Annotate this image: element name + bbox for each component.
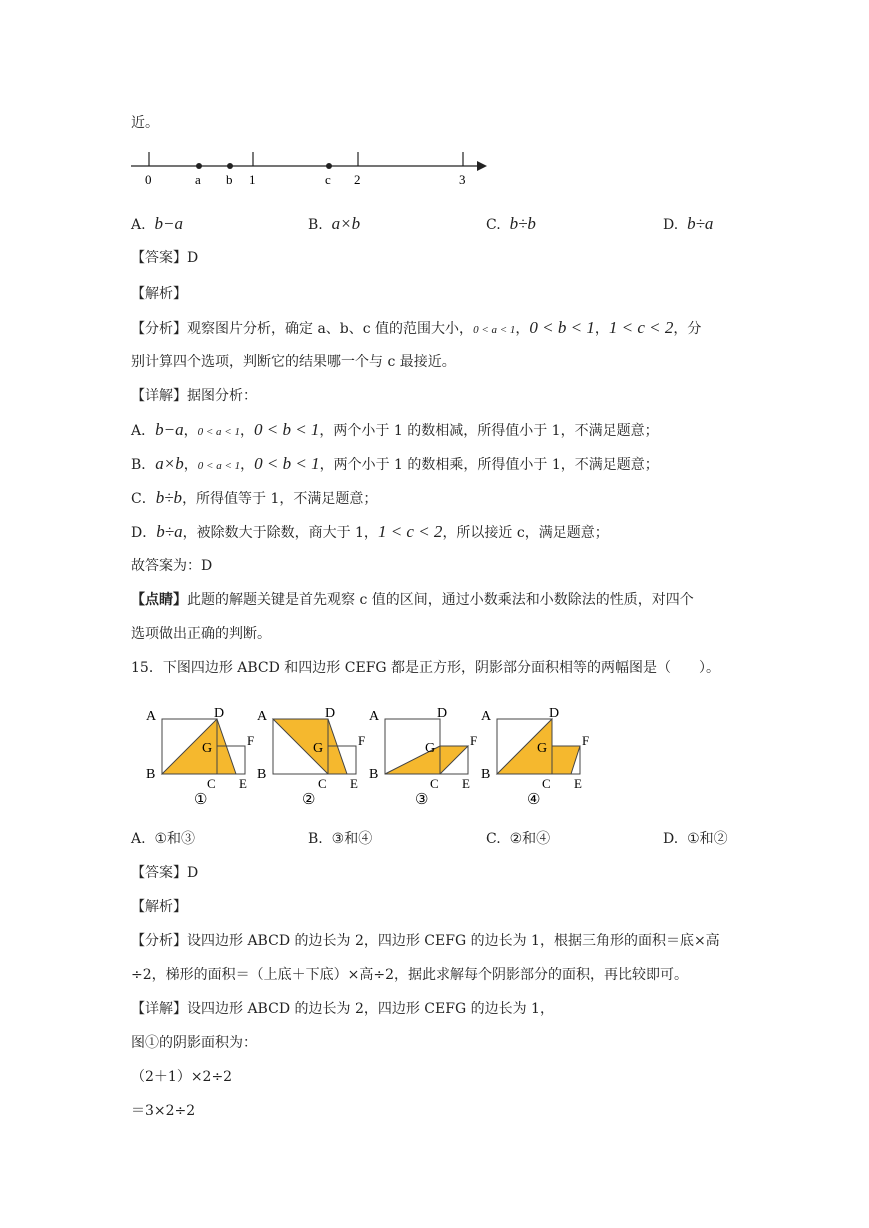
jiexi-heading: 【解析】 [131,286,187,302]
arrow-icon [477,161,487,171]
vertex-label: F [358,733,366,748]
option-letter: B. [308,831,323,847]
option-letter: C. [486,217,501,233]
tick-label: 3 [459,172,466,187]
point-a-dot [196,163,202,169]
vertex-label: G [537,741,548,756]
fenxi-line [131,931,720,951]
fenxi-line2: 别计算四个选项，判断它的结果哪一个与 c 最接近。 [131,354,456,370]
option-b [308,829,372,849]
letter: D． [131,525,157,541]
text: 设四边形 ABCD 的边长为 2，四边形 CEFG 的边长为 1，根据三角形的面积＝底×高 [187,933,720,949]
dianjing-line [131,590,694,610]
option-text: ③和④ [331,831,373,847]
text: ，两个小于 1 的数相减，所得值小于 1，不满足题意； [319,423,659,439]
option-a [131,214,183,235]
vertex-label: A [369,709,380,724]
detail-d [131,522,609,543]
range-a: 0 < a < 1 [473,324,516,336]
option-letter: A. [131,831,146,847]
text: 观察图片分析，确定 a、b、c 值的范围大小， [187,321,474,337]
vertex-label: F [247,733,255,748]
vertex-label: F [470,733,478,748]
text: ，所以接近 c，满足题意； [442,525,609,541]
text: ，两个小于 1 的数相乘，所得值小于 1，不满足题意； [319,457,659,473]
figure-3 [366,700,481,810]
range-a: 0 < a < 1 [197,426,240,438]
text: ， [239,423,254,439]
detail-a [131,420,659,442]
detail-c [131,488,377,509]
option-text: ①和③ [154,831,196,847]
option-expr: b−a [154,214,183,233]
option-text: ②和④ [509,831,551,847]
text: ，所得值等于 1，不满足题意； [182,491,378,507]
vertex-label: C [207,776,216,791]
answer-line: 【答案】D [131,865,199,881]
fenxi-head: 【分析】 [131,933,187,949]
range-b: 0 < b < 1 [253,420,320,439]
vertex-label: G [202,741,213,756]
expr: b÷b [155,488,183,507]
option-letter: D. [663,217,679,233]
point-c-dot [326,163,332,169]
text: ，被除数大于除数，商大于 1， [182,525,378,541]
point-label: a [195,172,201,187]
option-letter: B. [308,217,323,233]
option-a [131,829,195,849]
tick-label: 1 [249,172,256,187]
question-15-stem: 15．下图四边形 ABCD 和四边形 CEFG 都是正方形，阴影部分面积相等的两幅图是（ ）。 [131,660,721,676]
figure-number: ③ [415,792,429,808]
text-line: 近。 [131,115,159,131]
option-b [308,214,360,235]
vertex-label: E [462,776,470,791]
point-label: b [226,172,233,187]
xiangjie-line [131,999,554,1019]
text: ， [594,321,609,337]
jiexi-heading: 【解析】 [131,899,187,915]
text: ， [183,457,198,473]
range-a: 0 < a < 1 [197,460,241,472]
point-b-dot [227,163,233,169]
option-c [486,214,536,235]
vertex-label: A [146,709,157,724]
expr: b−a [155,420,184,439]
figure-2 [254,700,369,810]
option-text: ①和② [687,831,728,847]
answer-line: 【答案】D [131,250,199,266]
figure-number: ② [302,792,316,808]
tick-label: 0 [145,172,152,187]
dianjing-head: 【点睛】 [131,592,187,608]
vertex-label: B [369,767,379,782]
conclusion: 故答案为：D [131,558,213,574]
text: 据图分析： [187,388,257,404]
letter: C． [131,491,156,507]
xiangjie-line4: ＝3×2÷2 [131,1103,196,1119]
figure-number: ① [194,792,208,808]
vertex-label: D [437,706,448,721]
option-expr: b÷a [687,214,714,233]
vertex-label: B [146,767,156,782]
text: 设四边形 ABCD 的边长为 2，四边形 CEFG 的边长为 1， [187,1001,554,1017]
fenxi-line [131,318,701,340]
point-label: c [325,172,331,187]
option-d [663,829,728,849]
detail-b [131,454,659,476]
option-letter: A. [131,217,146,233]
xiangjie-head: 【详解】 [131,1001,187,1017]
expr: b÷a [156,522,183,541]
figure-1 [143,700,258,810]
option-d [663,214,713,235]
vertex-label: C [542,776,551,791]
tick-label: 2 [354,172,361,187]
xiangjie-line2: 图①的阴影面积为： [131,1035,257,1051]
option-expr: a×b [331,214,361,233]
fenxi-head: 【分析】 [131,321,187,337]
figure-number: ④ [527,792,541,808]
vertex-label: D [214,706,225,721]
xiangjie-line3: （2＋1）×2÷2 [131,1069,233,1085]
vertex-label: C [430,776,439,791]
letter: B． [131,457,156,473]
vertex-label: G [313,741,324,756]
range-b: 0 < b < 1 [529,318,595,337]
text: ， [240,457,255,473]
option-expr: b÷b [509,214,536,233]
vertex-label: B [481,767,491,782]
dianjing-line2: 选项做出正确的判断。 [131,626,271,642]
text: 此题的解题关键是首先观察 c 值的区间，通过小数乘法和小数除法的性质，对四个 [187,592,694,608]
vertex-label: B [257,767,267,782]
text: ，分 [673,321,702,337]
option-letter: D. [663,831,679,847]
number-line [125,145,495,190]
figure-4 [478,700,593,810]
option-c [486,829,550,849]
range-c: 1 < c < 2 [377,522,443,541]
range-c: 1 < c < 2 [608,318,674,337]
vertex-label: E [574,776,582,791]
letter: A． [131,423,156,439]
vertex-label: A [481,709,492,724]
vertex-label: A [257,709,268,724]
vertex-label: C [318,776,327,791]
vertex-label: E [350,776,358,791]
vertex-label: E [239,776,247,791]
vertex-label: D [549,706,560,721]
range-b: 0 < b < 1 [254,454,320,473]
vertex-label: G [425,741,436,756]
fenxi-line2: ÷2，梯形的面积＝（上底＋下底）×高÷2，据此求解每个阴影部分的面积，再比较即可。 [131,967,689,983]
text: ， [183,423,198,439]
expr: a×b [155,454,184,473]
vertex-label: F [582,733,590,748]
text: ， [515,321,530,337]
vertex-label: D [325,706,336,721]
option-letter: C. [486,831,501,847]
xiangjie-line [131,386,257,406]
xiangjie-head: 【详解】 [131,388,187,404]
